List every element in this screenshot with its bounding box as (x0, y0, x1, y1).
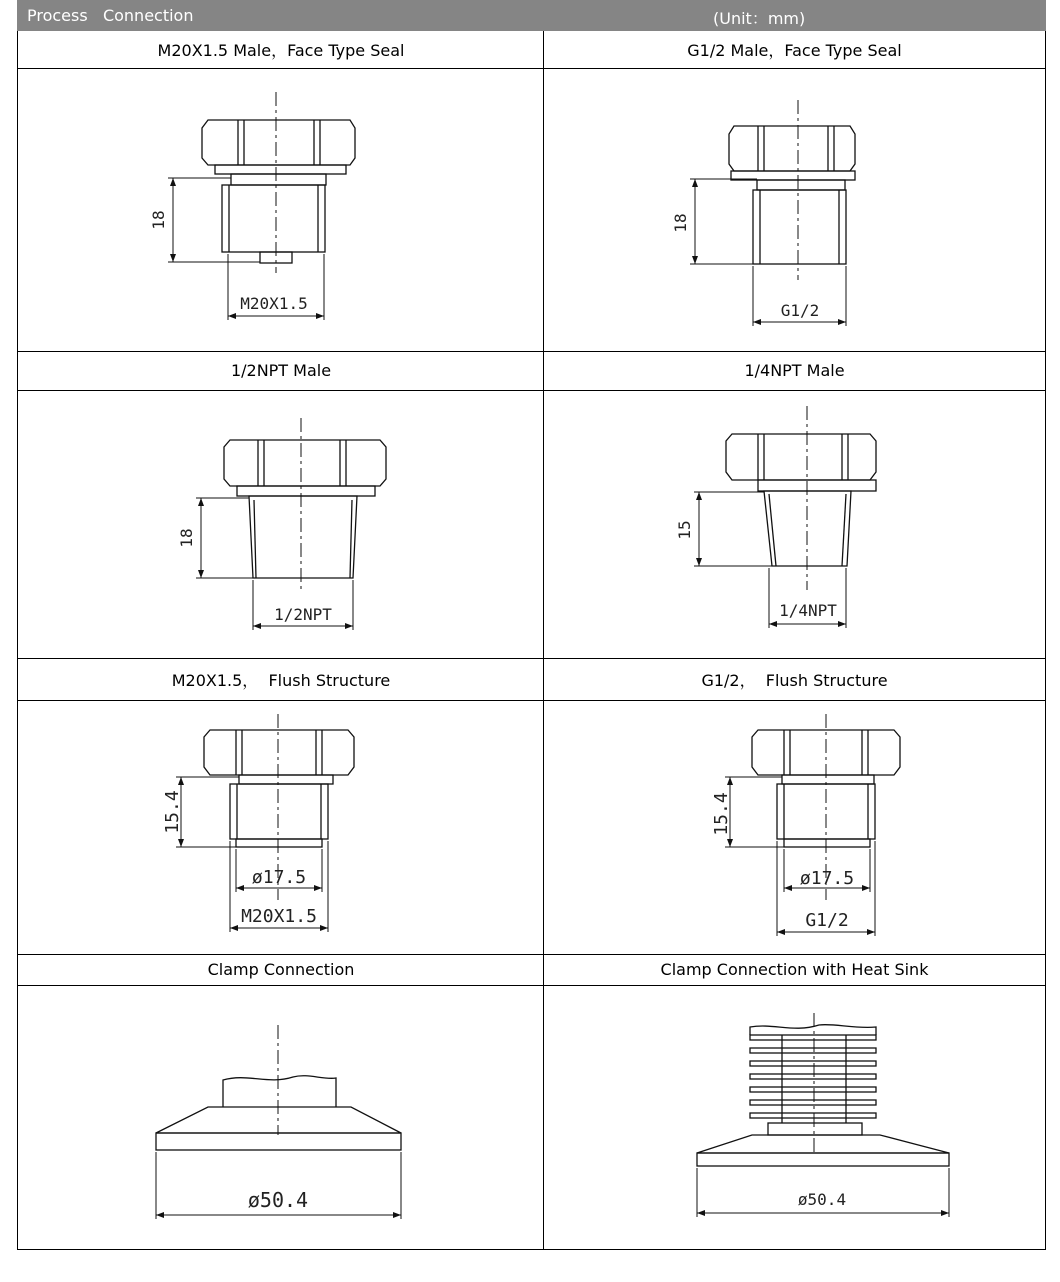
m20-flush-diameter-label: ø17.5 (251, 867, 307, 888)
m20-face-seal-title: M20X1.5 Male，Face Type Seal (157, 41, 405, 60)
process-connection-table (17, 0, 1046, 1250)
g12-flush-diameter-label: ø17.5 (799, 868, 855, 889)
14npt-title: 1/4NPT Male (744, 361, 845, 380)
g12-face-seal-drawing (544, 68, 1046, 351)
header-unit: (Unit：mm) (713, 9, 806, 28)
clamp-title: Clamp Connection (207, 960, 355, 979)
header-title: Process Connection (27, 6, 194, 25)
g12-flush-drawing (544, 700, 1046, 954)
12npt-thread-label: 1/2NPT (274, 605, 332, 624)
clamp-heat-sink-title: Clamp Connection with Heat Sink (660, 960, 929, 979)
clamp-diameter-label: ø50.4 (247, 1188, 309, 1212)
g12-flush-title: G1/2， Flush Structure (701, 670, 888, 690)
12npt-drawing (18, 390, 544, 658)
g12-face-seal-height-label: 18 (671, 213, 690, 233)
cell-title-clamp (17, 954, 544, 986)
table-header (17, 0, 1046, 31)
g12-face-seal-thread-label: G1/2 (780, 301, 820, 320)
cell-drawing-m20-flush (17, 700, 544, 955)
g12-flush-thread-label: G1/2 (805, 910, 849, 931)
cell-title-m20-flush (17, 658, 544, 701)
cell-drawing-m20-face-seal (17, 68, 544, 352)
m20-flush-title: M20X1.5， Flush Structure (171, 670, 391, 690)
m20-flush-drawing (18, 700, 544, 954)
cell-title-clamp-heat-sink (543, 954, 1046, 986)
m20-face-seal-thread-label: M20X1.5 (240, 294, 308, 313)
cell-drawing-g12-face-seal (543, 68, 1046, 352)
cell-title-m20-face-seal (17, 31, 544, 69)
cell-drawing-12npt (17, 390, 544, 659)
14npt-thread-label: 1/4NPT (779, 601, 837, 620)
m20-face-seal-height-label: 18 (149, 210, 168, 230)
cell-title-g12-flush (543, 658, 1046, 701)
14npt-height-label: 15 (675, 520, 694, 540)
cell-title-g12-face-seal (543, 31, 1046, 69)
cell-drawing-clamp-heat-sink (543, 985, 1046, 1250)
m20-face-seal-drawing (18, 68, 544, 351)
cell-title-12npt (17, 351, 544, 391)
12npt-height-label: 18 (177, 528, 196, 548)
m20-flush-thread-label: M20X1.5 (241, 906, 317, 927)
g12-flush-height-label: 15.4 (711, 792, 732, 836)
14npt-drawing (544, 390, 1046, 658)
cell-drawing-14npt (543, 390, 1046, 659)
12npt-title: 1/2NPT Male (230, 361, 332, 380)
cell-drawing-clamp (17, 985, 544, 1250)
clamp-heat-sink-diameter-label: ø50.4 (797, 1190, 847, 1209)
cell-title-14npt (543, 351, 1046, 391)
g12-face-seal-title: G1/2 Male，Face Type Seal (687, 41, 902, 60)
m20-flush-height-label: 15.4 (162, 790, 183, 834)
cell-drawing-g12-flush (543, 700, 1046, 955)
clamp-heat-sink-drawing (544, 985, 1046, 1249)
clamp-drawing (18, 985, 544, 1249)
